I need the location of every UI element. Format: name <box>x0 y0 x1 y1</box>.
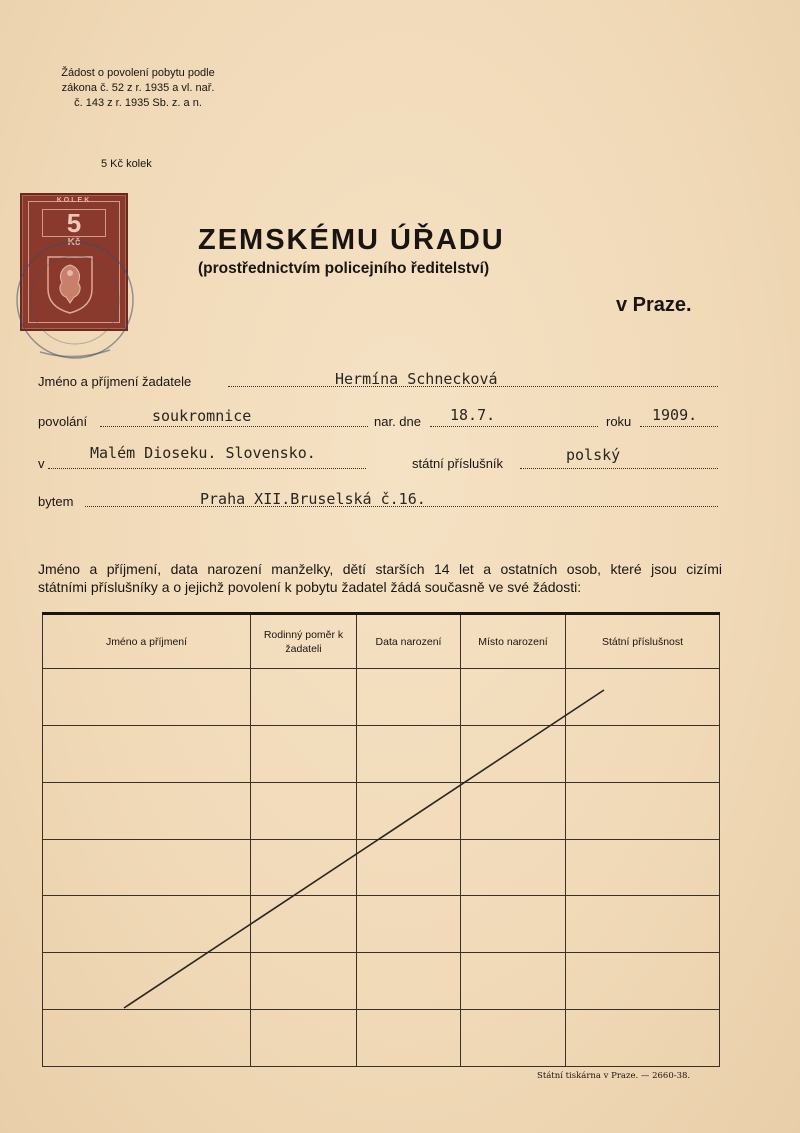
nationality-line <box>520 468 718 469</box>
applicant-name-label: Jméno a příjmení žadatele <box>38 374 192 389</box>
column-header-nationality: Státní příslušnost <box>566 614 720 669</box>
table-cell[interactable] <box>43 782 251 839</box>
law-note-line-1: Žádost o povolení pobytu podle <box>61 67 215 79</box>
birth-year-line <box>640 426 718 427</box>
table-cell[interactable] <box>357 896 461 953</box>
table-cell[interactable] <box>251 839 357 896</box>
office-city: v Praze. <box>616 294 692 316</box>
table-cell[interactable] <box>43 725 251 782</box>
dependents-table <box>42 612 720 1067</box>
table-cell[interactable] <box>566 953 720 1010</box>
column-header-birth-place: Místo narození <box>461 614 566 669</box>
table-row <box>43 782 720 839</box>
law-note-line-3: č. 143 z r. 1935 Sb. z. a n. <box>74 97 202 109</box>
office-title: ZEMSKÉMU ÚŘADU <box>198 224 505 256</box>
table-cell[interactable] <box>566 725 720 782</box>
column-header-birth-date: Data narození <box>357 614 461 669</box>
birth-year-value[interactable]: 1909. <box>652 406 698 424</box>
stamp-value: 5 <box>42 209 106 237</box>
table-cell[interactable] <box>357 839 461 896</box>
occupation-label: povolání <box>38 414 88 429</box>
stamp-kolek-text: KOLEK <box>56 197 92 204</box>
table-cell[interactable] <box>357 1010 461 1067</box>
table-cell[interactable] <box>461 725 566 782</box>
table-cell[interactable] <box>357 953 461 1010</box>
table-cell[interactable] <box>461 669 566 726</box>
occupation-line <box>100 426 368 427</box>
instructions-line-1: Jméno a příjmení, data narození manželky, dětí starších 14 let a ostatních osob, které jsou cizími <box>38 561 722 577</box>
column-header-relation: Rodinný poměr k žadateli <box>251 614 357 669</box>
table-cell[interactable] <box>461 782 566 839</box>
table-cell[interactable] <box>566 1010 720 1067</box>
stamp-note: 5 Kč kolek <box>101 158 152 170</box>
table-cell[interactable] <box>251 1010 357 1067</box>
table-cell[interactable] <box>43 839 251 896</box>
birth-year-label: roku <box>606 414 632 429</box>
occupation-value[interactable]: soukromnice <box>152 407 252 425</box>
table-cell[interactable] <box>43 669 251 726</box>
table-cell[interactable] <box>251 669 357 726</box>
applicant-name-value[interactable]: Hermína Schnecková <box>335 370 498 388</box>
instructions-line-2: státními příslušníky a o jejichž povolení k pobytu žadatel žádá současně ve své žádosti: <box>38 579 582 595</box>
table-row <box>43 953 720 1010</box>
residence-value[interactable]: Praha XII.Bruselská č.16. <box>200 490 426 508</box>
instructions-paragraph <box>38 560 722 596</box>
table-body <box>43 669 720 1067</box>
nationality-label: státní příslušník <box>412 456 504 471</box>
table-cell[interactable] <box>43 953 251 1010</box>
nationality-value[interactable]: polský <box>566 446 621 464</box>
residence-label: bytem <box>38 494 74 509</box>
birth-place-label: v <box>38 456 45 471</box>
table-cell[interactable] <box>43 1010 251 1067</box>
table-cell[interactable] <box>357 669 461 726</box>
table-cell[interactable] <box>461 839 566 896</box>
office-subtitle: (prostřednictvím policejního ředitelství) <box>198 260 490 277</box>
table-cell[interactable] <box>461 953 566 1010</box>
table-cell[interactable] <box>461 896 566 953</box>
table-cell[interactable] <box>357 725 461 782</box>
table-cell[interactable] <box>566 896 720 953</box>
table-cell[interactable] <box>461 1010 566 1067</box>
table-cell[interactable] <box>251 896 357 953</box>
table-cell[interactable] <box>251 782 357 839</box>
birth-date-line <box>430 426 598 427</box>
table-cell[interactable] <box>566 669 720 726</box>
table-cell[interactable] <box>566 839 720 896</box>
table-header-row <box>43 614 720 669</box>
table-cell[interactable] <box>251 725 357 782</box>
table-cell[interactable] <box>251 953 357 1010</box>
birth-place-value[interactable]: Malém Dioseku. Slovensko. <box>90 444 316 462</box>
law-note-line-2: zákona č. 52 z r. 1935 a vl. nař. <box>61 82 215 94</box>
law-reference-note <box>38 66 238 111</box>
column-header-name: Jméno a příjmení <box>43 614 251 669</box>
table-row <box>43 669 720 726</box>
table-row <box>43 725 720 782</box>
table-row <box>43 1010 720 1067</box>
table-cell[interactable] <box>566 782 720 839</box>
table-row <box>43 839 720 896</box>
stamp-currency: Kč <box>67 237 81 248</box>
table-cell[interactable] <box>357 782 461 839</box>
birth-date-label: nar. dne <box>374 414 421 429</box>
birth-date-value[interactable]: 18.7. <box>450 406 496 424</box>
table-cell[interactable] <box>43 896 251 953</box>
postmark-icon <box>0 240 150 360</box>
birth-place-line <box>48 468 366 469</box>
printer-imprint: Státní tiskárna v Praze. — 2660-38. <box>537 1071 691 1081</box>
table-row <box>43 896 720 953</box>
